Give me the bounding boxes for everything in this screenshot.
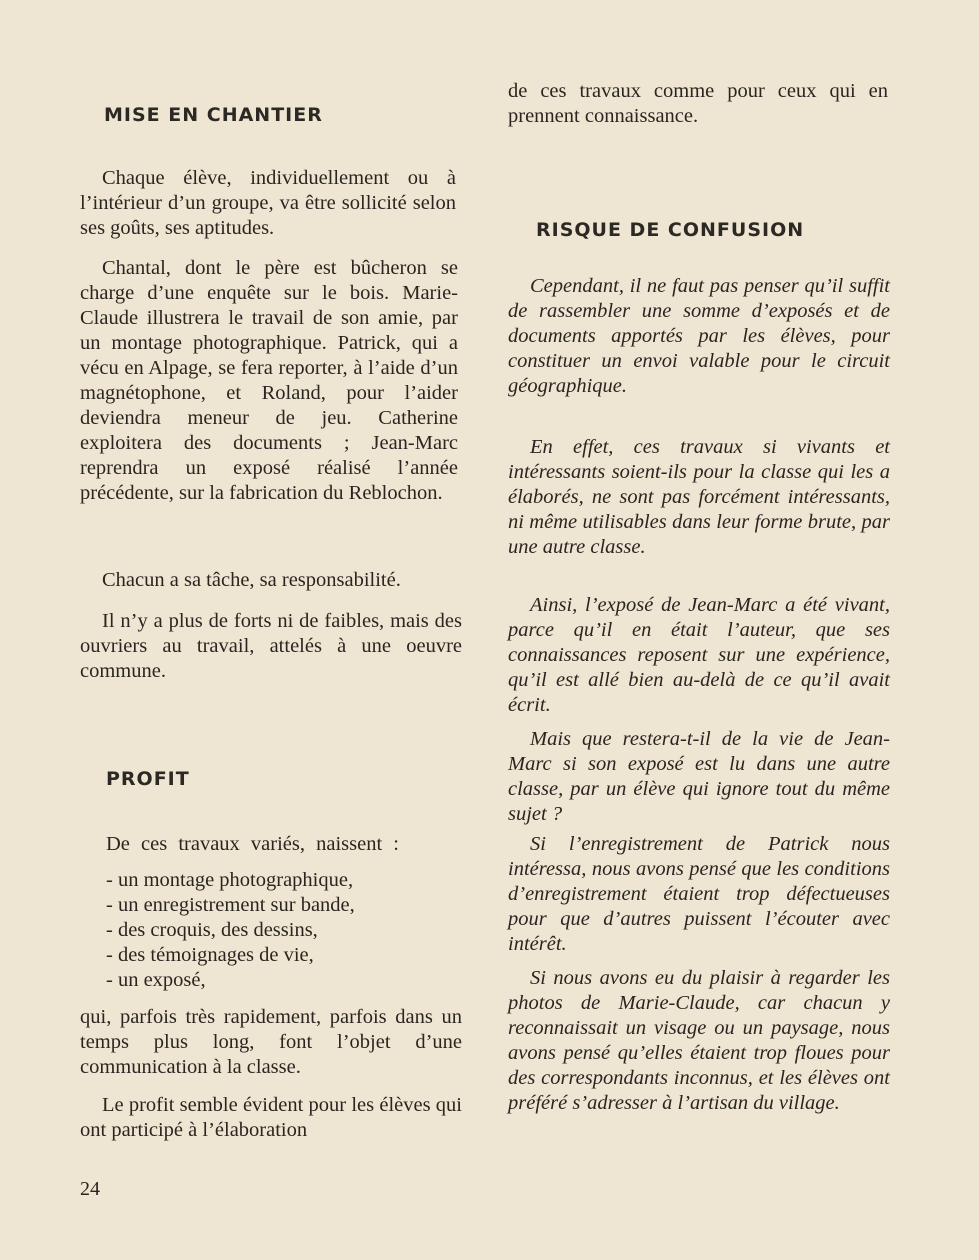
paragraph: Le profit semble évident pour les élèves qui ont participé à l’élaboration: [80, 1094, 462, 1141]
heading-profit: PROFIT: [106, 768, 190, 790]
paragraph: Il n’y a plus de forts ni de faibles, mais des ouvriers au travail, attelés à une oeuvre commune.: [80, 610, 462, 682]
paragraph: de ces travaux comme pour ceux qui en prennent connaissance.: [508, 80, 888, 127]
profit-list: [106, 868, 355, 993]
paragraph: Si l’enregistrement de Patrick nous intéressa, nous avons pensé que les conditions d’enregistrement étaient trop défectueuses pour que d’autres puissent l’écouter avec intérêt.: [508, 833, 890, 955]
paragraph: Chantal, dont le père est bûcheron se charge d’une enquête sur le bois. Marie-Claude illustrera le travail de son amie, par un montage photographique. Patrick, qui a vécu en Alpage, se fera reporter, à l’aide d’un magnétophone, et Roland, pour l’aider deviendra meneur de jeu. Catherine exploitera des documents ; Jean-Marc reprendra un exposé réalisé l’année précédente, sur la fabrication du Reblochon.: [80, 257, 458, 504]
paragraph: Mais que restera-t-il de la vie de Jean-Marc si son exposé est lu dans une autre classe, par un élève qui ignore tout du même sujet ?: [508, 728, 890, 825]
paragraph: Si nous avons eu du plaisir à regarder les photos de Marie-Claude, car chacun y reconnaissait un visage ou un paysage, nous avons pensé qu’elles étaient trop floues pour des correspondants inconnus, et les élèves ont préféré s’adresser à l’artisan du village.: [508, 967, 890, 1114]
list-item: - des témoignages de vie,: [106, 944, 314, 966]
list-item: - un exposé,: [106, 969, 206, 991]
list-item: - un enregistrement sur bande,: [106, 894, 355, 916]
paragraph: En effet, ces travaux si vivants et intéressants soient-ils pour la classe qui les a élaborés, ne sont pas forcément intéressants, ni même utilisables dans leur forme brute, par une autre classe.: [508, 436, 890, 558]
heading-risque-de-confusion: RISQUE DE CONFUSION: [536, 219, 805, 241]
paragraph: Chaque élève, individuellement ou à l’intérieur d’un groupe, va être sollicité selon ses goûts, ses aptitudes.: [80, 167, 456, 239]
page-number: 24: [80, 1178, 100, 1200]
paragraph: qui, parfois très rapidement, parfois dans un temps plus long, font l’objet d’une communication à la classe.: [80, 1006, 462, 1078]
paragraph: Chacun a sa tâche, sa responsabilité.: [102, 569, 401, 591]
list-item: - des croquis, des dessins,: [106, 919, 318, 941]
heading-mise-en-chantier: MISE EN CHANTIER: [104, 104, 323, 126]
paragraph: Cependant, il ne faut pas penser qu’il suffit de rassembler une somme d’exposés et de documents apportés par les élèves, pour constituer un envoi valable pour le circuit géographique.: [508, 275, 890, 397]
paragraph: Ainsi, l’exposé de Jean-Marc a été vivant, parce qu’il en était l’auteur, que ses connaissances reposent sur une expérience, qu’il est allé bien au-delà de ce qu’il avait écrit.: [508, 594, 890, 716]
paragraph: De ces travaux variés, naissent :: [106, 833, 399, 855]
list-item: - un montage photographique,: [106, 869, 354, 891]
